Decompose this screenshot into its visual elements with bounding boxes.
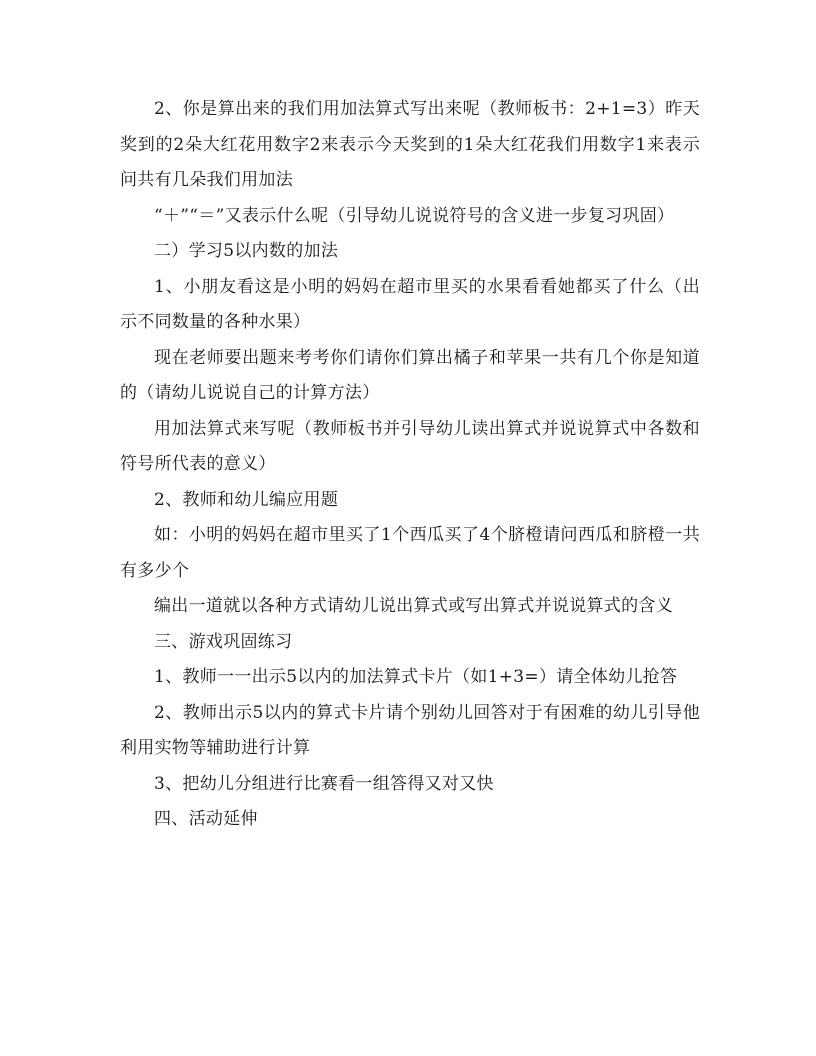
- paragraph: 3、把幼儿分组进行比赛看一组答得又对又快: [154, 773, 494, 794]
- document-body: [120, 92, 700, 838]
- paragraph: 1、小朋友看这是小明的妈妈在超市里买的水果看看她都买了什么（出示不同数量的各种水果）: [120, 276, 700, 332]
- paragraph: 现在老师要出题来考考你们请你们算出橘子和苹果一共有几个你是知道的（请幼儿说说自己的计算方法）: [120, 347, 700, 403]
- section-heading: 二）学习5以内数的加法: [154, 241, 339, 261]
- paragraph: 2、你是算出来的我们用加法算式写出来呢（教师板书：2+1=3）昨天奖到的2朵大红花用数字2来表示今天奖到的1朵大红花我们用数字1来表示问共有几朵我们用加法: [120, 99, 700, 190]
- paragraph: 如：小明的妈妈在超市里买了1个西瓜买了4个脐橙请问西瓜和脐橙一共有多少个: [120, 525, 700, 581]
- paragraph: 1、教师一一出示5以内的加法算式卡片（如1+3=）请全体幼儿抢答: [154, 667, 678, 687]
- paragraph: 编出一道就以各种方式请幼儿说出算式或写出算式并说说算式的含义: [154, 596, 673, 616]
- section-heading: 四、活动延伸: [154, 809, 258, 829]
- paragraph: 2、教师和幼儿编应用题: [154, 489, 339, 510]
- paragraph: “＋”“＝”又表示什么呢（引导幼儿说说符号的含义进一步复习巩固）: [154, 205, 675, 226]
- section-heading: 三、游戏巩固练习: [154, 631, 293, 652]
- paragraph: 2、教师出示5以内的算式卡片请个别幼儿回答对于有困难的幼儿引导他利用实物等辅助进行计算: [120, 702, 700, 758]
- paragraph: 用加法算式来写呢（教师板书并引导幼儿读出算式并说说算式中各数和符号所代表的意义）: [120, 418, 700, 474]
